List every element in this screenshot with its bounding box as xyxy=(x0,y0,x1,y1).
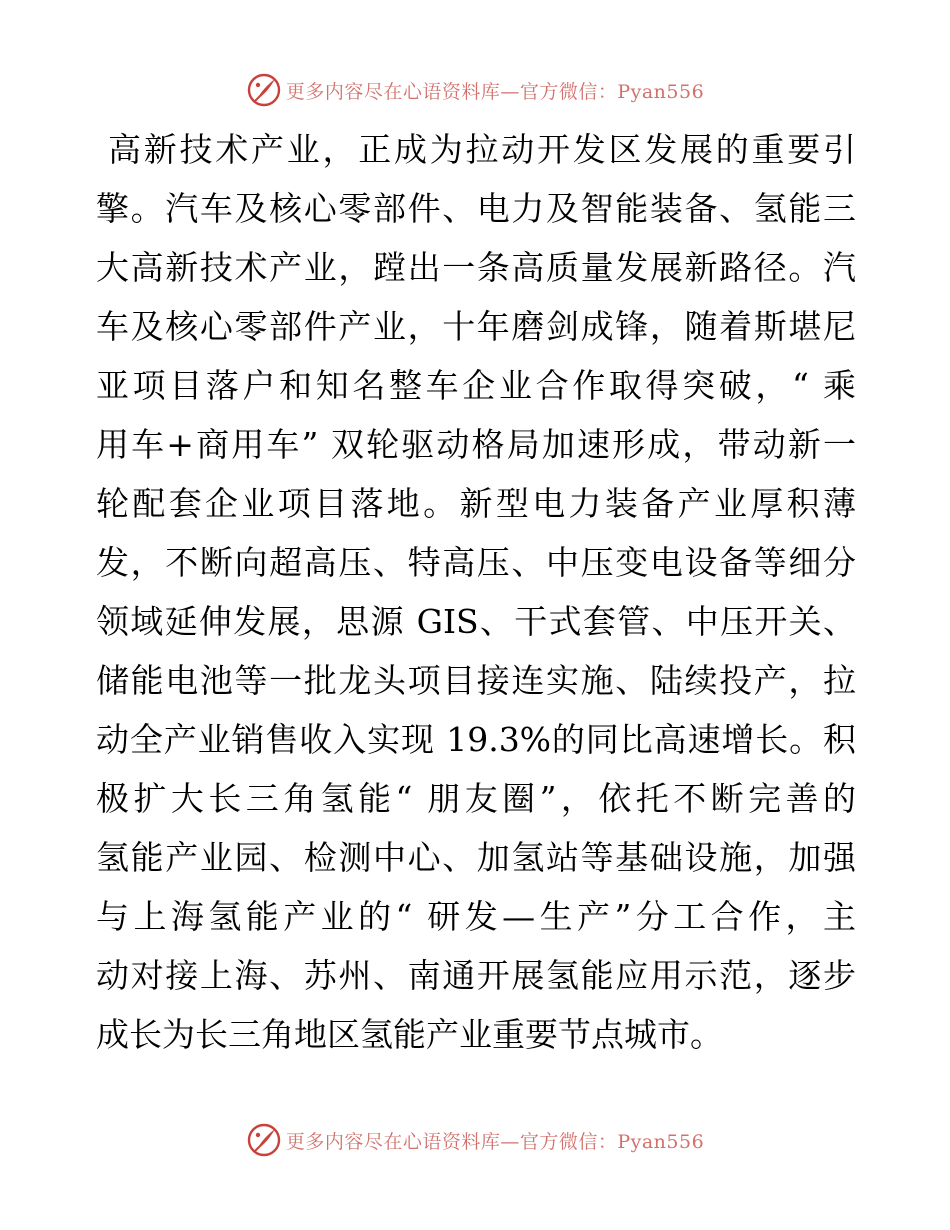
quill-pen-seal-icon xyxy=(246,1122,282,1158)
body-line: 发，不断向超高压、特高压、中压变电设备等细分 xyxy=(96,543,856,582)
body-line: 大高新技术产业，蹚出一条高质量发展新路径。汽 xyxy=(96,248,856,287)
body-line: 储能电池等一批龙头项目接连实施、陆续投产，拉 xyxy=(96,661,856,700)
body-line: 用车+商用车” 双轮驱动格局加速形成，带动新一 xyxy=(96,425,856,464)
body-line: 领域延伸发展，思源 GIS、干式套管、中压开关、 xyxy=(96,602,856,641)
footer-watermark xyxy=(0,1120,950,1160)
header-watermark-text: 更多内容尽在心语资料库—官方微信：Pyan556 xyxy=(285,80,705,103)
body-line: 车及核心零部件产业，十年磨剑成锋，随着斯堪尼 xyxy=(96,307,856,346)
quill-pen-seal-icon xyxy=(246,72,282,108)
body-line: 擎。汽车及核心零部件、电力及智能装备、氢能三 xyxy=(96,189,856,228)
body-line: 极扩大长三角氢能“ 朋友圈”，依托不断完善的 xyxy=(96,779,856,818)
body-line: 成长为长三角地区氢能产业重要节点城市。 xyxy=(96,1015,723,1054)
body-line: 轮配套企业项目落地。新型电力装备产业厚积薄 xyxy=(96,484,856,523)
body-line: 动全产业销售收入实现 19.3%的同比高速增长。积 xyxy=(96,720,856,759)
body-line: 亚项目落户和知名整车企业合作取得突破，“ 乘 xyxy=(96,366,856,405)
body-line: 与上海氢能产业的“ 研发—生产”分工合作，主 xyxy=(96,897,856,936)
header-watermark xyxy=(0,70,950,110)
document-body xyxy=(96,120,856,1064)
body-line: 高新技术产业，正成为拉动开发区发展的重要引 xyxy=(108,130,856,169)
footer-watermark-text: 更多内容尽在心语资料库—官方微信：Pyan556 xyxy=(285,1130,705,1153)
body-line: 氢能产业园、检测中心、加氢站等基础设施，加强 xyxy=(96,838,856,877)
body-line: 动对接上海、苏州、南通开展氢能应用示范，逐步 xyxy=(96,956,856,995)
